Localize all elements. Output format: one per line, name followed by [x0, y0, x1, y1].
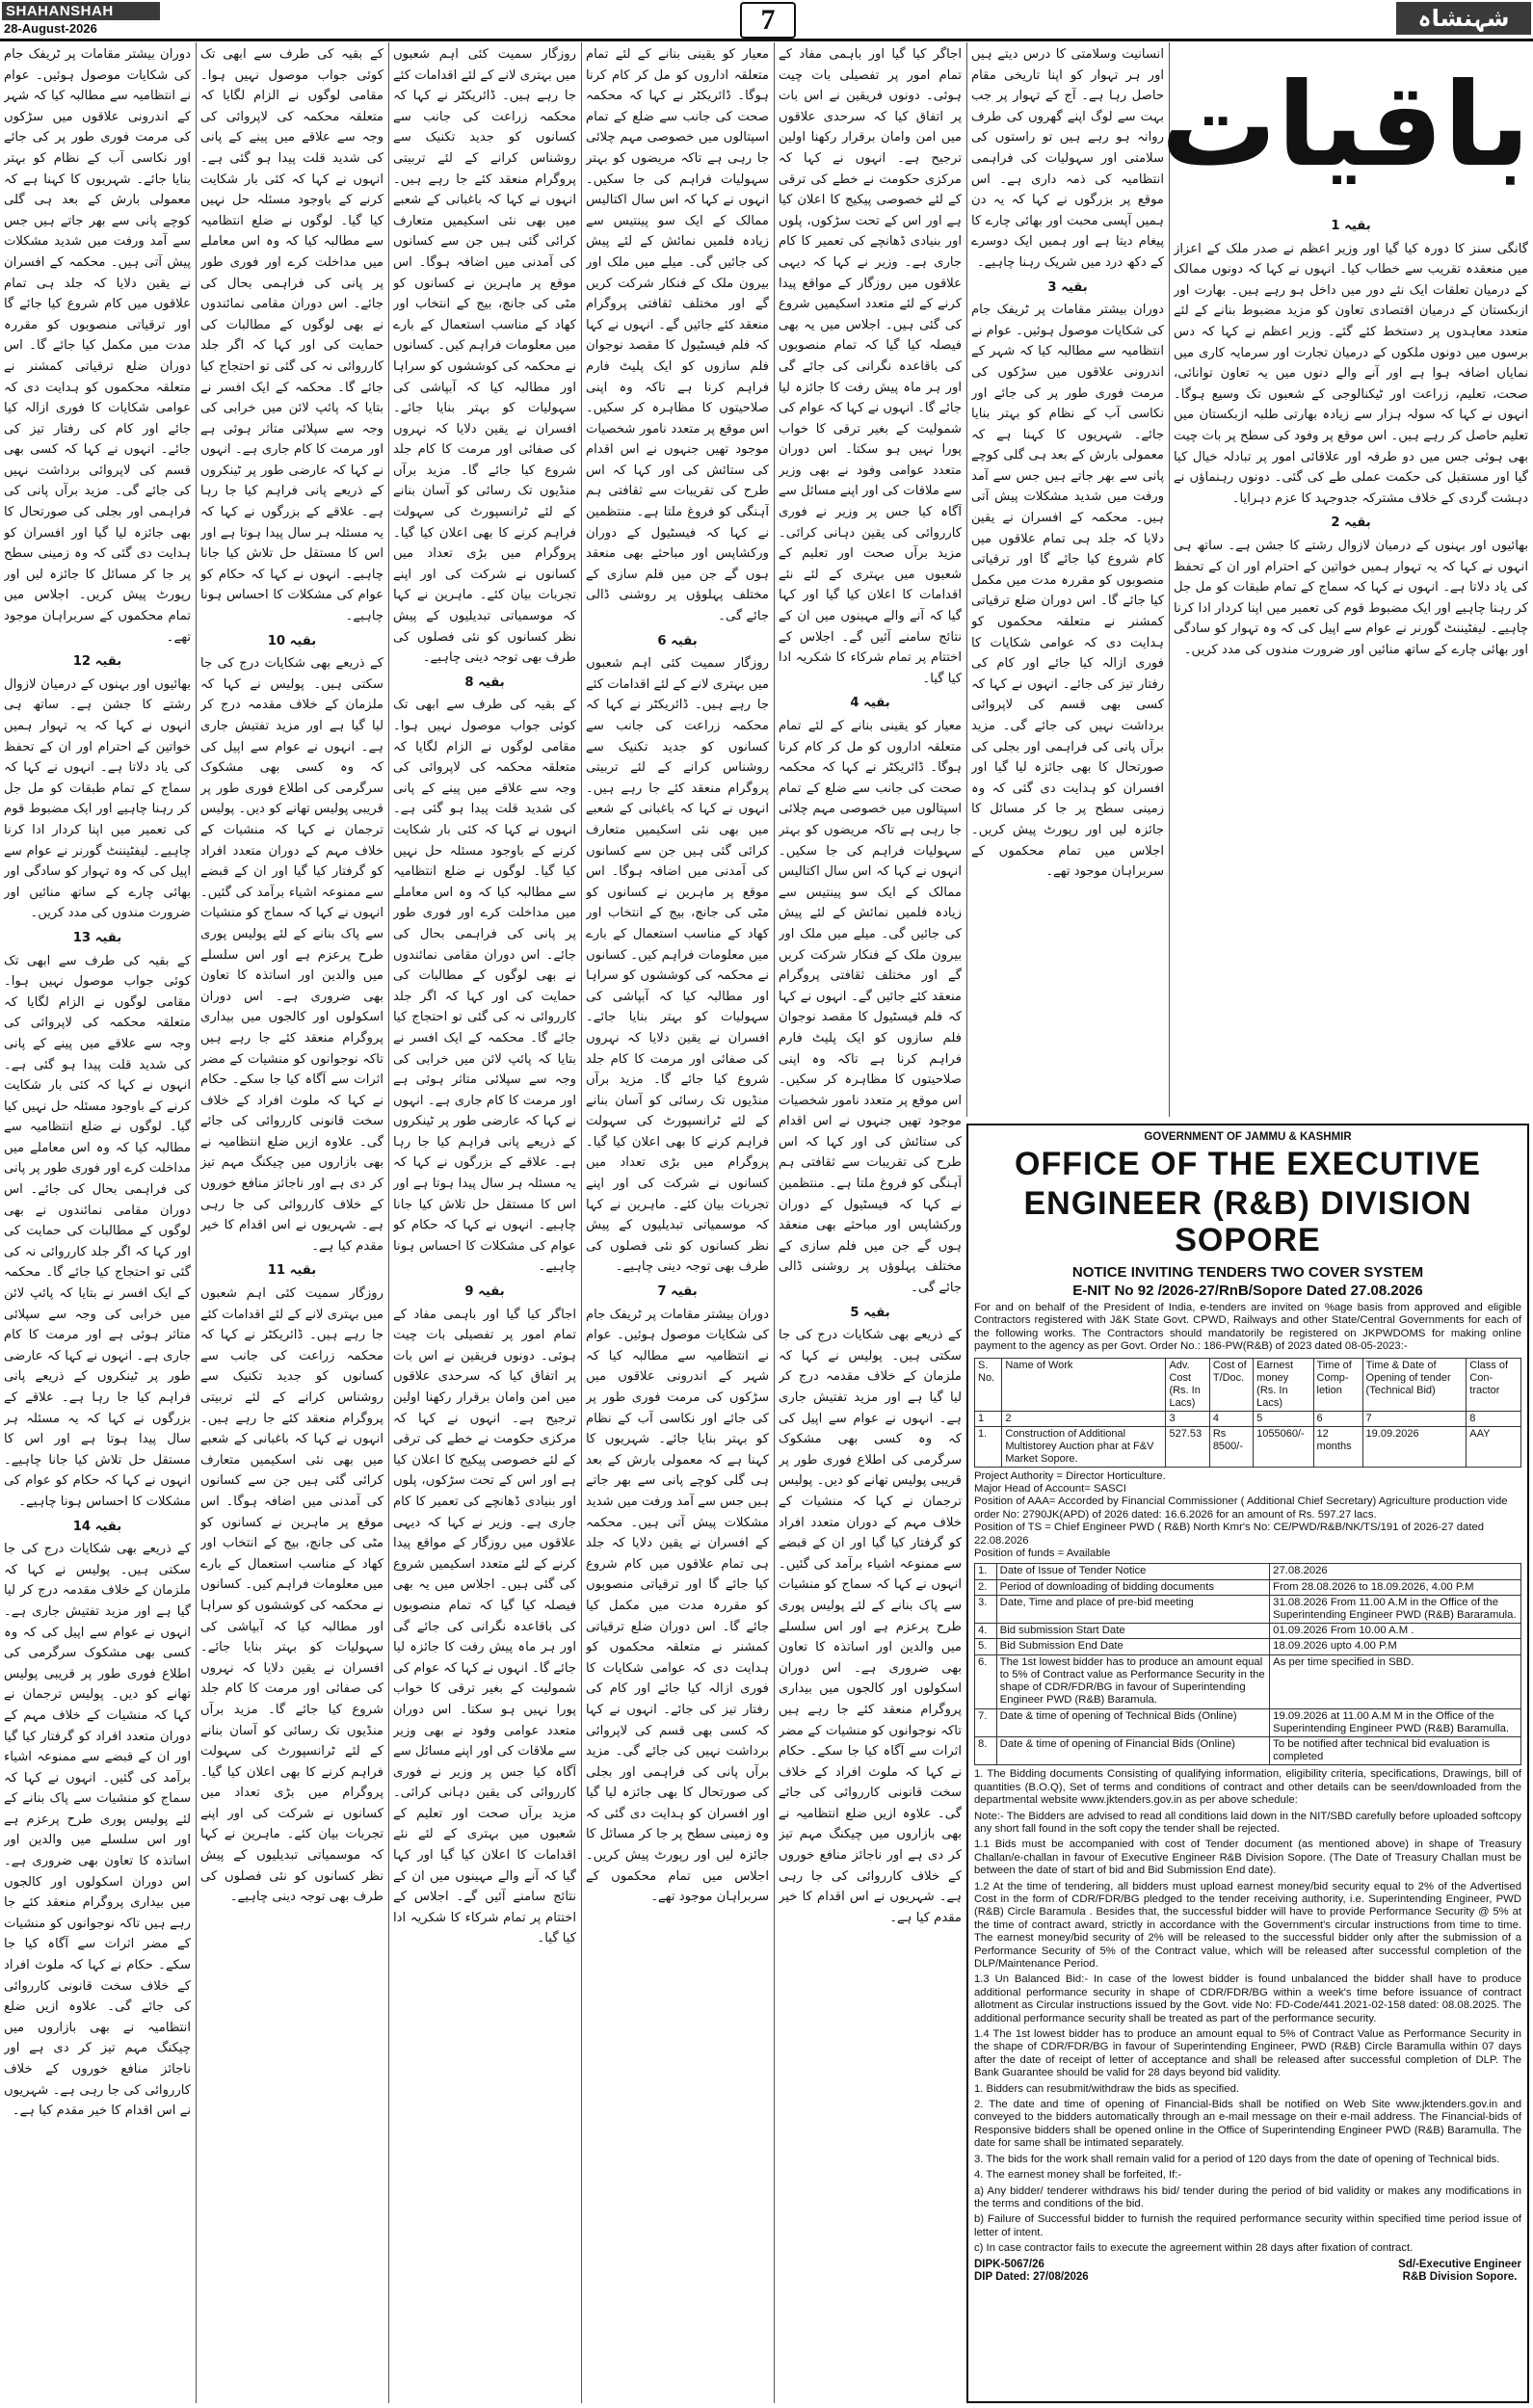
table-cell: 27.08.2026 [1270, 1564, 1521, 1579]
table-row [975, 1564, 1521, 1579]
signatory: Sd/-Executive Engineer [1398, 2258, 1521, 2270]
publication-logo-urdu: شہنشاہ [1396, 2, 1531, 35]
info-line: Position of TS = Chief Engineer PWD ( R&B) North Kmr's No: CE/PWD/R&B/NK/TS/191 of 2026-27 dated 22.08.2026 [974, 1522, 1485, 1547]
table-cell: 19.09.2026 [1362, 1426, 1467, 1467]
notice-enit-number: E-NIT No 92 /2026-27/RnB/Sopore Dated 27.08.2026 [1072, 1283, 1423, 1299]
column-divider [196, 42, 197, 2403]
table-header: Class of Con-tractor [1467, 1358, 1521, 1411]
article-text: دوران بیشتر مقامات پر ٹریفک جام کی شکایات موصول ہوئیں۔ عوام نے انتظامیہ سے مطالبہ کیا کہ شہر کے اندرونی علاقوں میں سڑکوں کی مرمت فوری طور پر کی جائے اور نکاسی آب کے نظام کو بہتر بنایا جائے۔ شہریوں کا کہنا ہے کہ معمولی بارش کے بعد ہی گلی کوچے پانی سے بھر جاتے ہیں جس سے آمد ورفت میں شدید مشکلات پیش آتی ہیں۔ محکمہ کے افسران نے یقین دلایا کہ جلد ہی تمام علاقوں میں کام شروع کیا جائے گا اور ترقیاتی منصوبوں کو مقررہ مدت میں مکمل کیا جائے گا۔ اس دوران ضلع ترقیاتی کمشنر نے متعلقہ محکموں کو ہدایت دی کہ عوامی شکایات کا فوری ازالہ کیا جائے اور کام کی رفتار تیز کی جائے۔ انہوں نے کہا کہ کسی بھی قسم کی لاپروائی برداشت نہیں کی جائے گی۔ مزید برآں پانی کی فراہمی اور بجلی کی صورتحال کا بھی جائزہ لیا گیا اور افسران کو ہدایت دی گئی کہ وہ زمینی سطح پر جا کر مسائل کا جائزہ لیں اور رپورٹ پیش کریں۔ اجلاس میں تمام محکموں کے سربراہان موجود تھے۔ [971, 303, 1164, 880]
article-text: کے ذریعے بھی شکایات درج کی جا سکتی ہیں۔ پولیس نے کہا کہ ملزمان کے خلاف مقدمہ درج کر لیا گیا ہے اور مزید تفتیش جاری ہے۔ انہوں نے عوام سے اپیل کی کہ وہ کسی بھی مشکوک سرگرمی کی اطلاع فوری طور پر قریبی پولیس تھانے کو دیں۔ پولیس ترجمان نے کہا کہ منشیات کے خلاف مہم کے دوران متعدد افراد کو گرفتار کیا گیا اور ان کے قبضے سے ممنوعہ اشیاء برآمد کی گئیں۔ انہوں نے کہا کہ سماج کو منشیات سے پاک بنانے کے لئے پولیس پوری طرح پرعزم ہے اور اس سلسلے میں والدین اور اساتذہ کا تعاون بھی ضروری ہے۔ اس دوران اسکولوں اور کالجوں میں بیداری پروگرام منعقد کئے جا رہے ہیں تاکہ نوجوانوں کو منشیات کے مضر اثرات سے آگاہ کیا جا سکے۔ حکام نے کہا کہ ملوث افراد کے خلاف سخت قانونی کارروائی کی جائے گی۔ علاوہ ازیں ضلع انتظامیہ نے بھی بازاروں میں چیکنگ مہم تیز کر دی ہے اور ناجائز منافع خوروں کے خلاف کارروائی کی جا رہی ہے۔ شہریوں نے اس اقدام کا خیر مقدم کیا ہے۔ [4, 1542, 191, 2119]
table-cell: 12 months [1313, 1426, 1362, 1467]
article-text: دوران بیشتر مقامات پر ٹریفک جام کی شکایات موصول ہوئیں۔ عوام نے انتظامیہ سے مطالبہ کیا کہ شہر کے اندرونی علاقوں میں سڑکوں کی مرمت فوری طور پر کی جائے اور نکاسی آب کے نظام کو بہتر بنایا جائے۔ شہریوں کا کہنا ہے کہ معمولی بارش کے بعد ہی گلی کوچے پانی سے بھر جاتے ہیں جس سے آمد ورفت میں شدید مشکلات پیش آتی ہیں۔ محکمہ کے افسران نے یقین دلایا کہ جلد ہی تمام علاقوں میں کام شروع کیا جائے گا اور ترقیاتی منصوبوں کو مقررہ مدت میں مکمل کیا جائے گا۔ اس دوران ضلع ترقیاتی کمشنر نے متعلقہ محکموں کو ہدایت دی کہ عوامی شکایات کا فوری ازالہ کیا جائے اور کام کی رفتار تیز کی جائے۔ انہوں نے کہا کہ کسی بھی قسم کی لاپروائی برداشت نہیں کی جائے گی۔ مزید برآں پانی کی فراہمی اور بجلی کی صورتحال کا بھی جائزہ لیا گیا اور افسران کو ہدایت دی گئی کہ وہ زمینی سطح پر جا کر مسائل کا جائزہ لیں اور رپورٹ پیش کریں۔ اجلاس میں تمام محکموں کے سربراہان موجود تھے۔ [586, 1307, 769, 1905]
table-cell: Period of downloading of bidding documents [996, 1579, 1270, 1595]
table-number-row [975, 1411, 1521, 1426]
table-cell: 1. [975, 1426, 1002, 1467]
article-text: انسانیت وسلامتی کا درس دیتے ہیں اور ہر تہوار کو اپنا تاریخی مقام حاصل رہا ہے۔ آج کے تہوار پر جب بہت سے لوگ اپنے گھروں کی طرف روانہ ہو رہے ہیں تو راستوں کی سلامتی اور سہولیات کی فراہمی انتظامیہ کی ذمہ داری ہے۔ اس موقع پر بزرگوں نے کہا کہ یہ دن ہمیں آپسی محبت اور بھائی چارے کا پیغام دیتا ہے اور ہمیں ایک دوسرے کے دکھ درد میں شریک رہنا چاہیے۔ [971, 47, 1164, 270]
term-paragraph: 1.2 At the time of tendering, all bidders must upload earnest money/bid security equal to 2% of the Advertised Cost in the form of CDR/FDR/BG pledged to the tender receiving authority, i.e. Superintending Engineer, PWD (R&B) Circle Baramula . Besides that, the successful bidder will have to provide Performance Security @ 5% at the time of contract award, strictly in accordance with the Government's circular instructions from time to time. The earnest money/bid security of 2% will be released to the successful bidder only after the submission of a Performance Security of 5% of the Contract value, which will be released after successful completion of the DLP/Maintenance Period. [974, 1880, 1521, 1970]
table-header: S. No. [975, 1358, 1002, 1411]
article-text: اجاگر کیا گیا اور باہمی مفاد کے تمام امور پر تفصیلی بات چیت ہوئی۔ دونوں فریقین نے اس بات پر اتفاق کیا کہ سرحدی علاقوں میں امن وامان برقرار رکھنا اولین ترجیح ہے۔ انہوں نے کہا کہ مرکزی حکومت نے خطے کی ترقی کے لئے خصوصی پیکیج کا اعلان کیا ہے اور اس کے تحت سڑکوں، پلوں اور بنیادی ڈھانچے کی تعمیر کا کام جاری ہے۔ وزیر نے کہا کہ دیہی علاقوں میں روزگار کے مواقع پیدا کرنے کے لئے متعدد اسکیمیں شروع کی گئی ہیں۔ اجلاس میں یہ بھی فیصلہ کیا گیا کہ تمام منصوبوں کی باقاعدہ نگرانی کی جائے گی اور ہر ماہ پیش رفت کا جائزہ لیا جائے گا۔ انہوں نے کہا کہ عوام کی شمولیت کے بغیر ترقی کا خواب پورا نہیں ہو سکتا۔ اس دوران متعدد عوامی وفود نے بھی وزیر سے ملاقات کی اور اپنے مسائل سے آگاہ کیا جس پر وزیر نے فوری کارروائی کی یقین دہانی کرائی۔ مزید برآں صحت اور تعلیم کے شعبوں میں بہتری کے لئے نئے اقدامات کا اعلان کیا گیا اور کہا گیا کہ آنے والے مہینوں میں ان کے نتائج سامنے آئیں گے۔ اجلاس کے اختتام پر تمام شرکاء کا شکریہ ادا کیا گیا۔ [393, 1307, 576, 1946]
column-7 [4, 44, 191, 2405]
article-text: معیار کو یقینی بنانے کے لئے تمام متعلقہ اداروں کو مل کر کام کرنا ہوگا۔ ڈائریکٹر نے کہا کہ محکمہ صحت کی جانب سے ضلع کے تمام اسپتالوں میں خصوصی مہم چلائی جا رہی ہے تاکہ مریضوں کو بہتر سہولیات فراہم کی جا سکیں۔ انہوں نے کہا کہ اس سال اکتالیس ممالک کے ایک سو پینتیس سے زیادہ فلمیں نمائش کے لئے پیش کی جائیں گی۔ میلے میں ملک اور بیرون ملک کے فنکار شرکت کریں گے اور مختلف ثقافتی پروگرام منعقد کئے جائیں گے۔ انہوں نے کہا کہ فلم فیسٹیول کا مقصد نوجوان فلم سازوں کو ایک پلیٹ فارم فراہم کرنا ہے تاکہ وہ اپنی صلاحیتوں کا مظاہرہ کر سکیں۔ اس موقع پر متعدد نامور شخصیات موجود تھیں جنہوں نے اس اقدام کی ستائش کی اور کہا کہ اس طرح کی تقریبات سے ثقافتی ہم آہنگی کو فروغ ملتا ہے۔ منتظمین نے کہا کہ فیسٹیول کے دوران ورکشاپس اور مباحثے بھی منعقد ہوں گے جن میں فلم سازی کے مختلف پہلوؤں پر روشنی ڈالی جائے گی۔ [779, 719, 962, 1296]
masthead [0, 0, 1533, 41]
table-cell: 1. [975, 1564, 997, 1579]
continuation-heading: بقیہ 5 [850, 1305, 890, 1320]
page-number: 7 [740, 2, 796, 39]
table-cell: Date & time of opening of Technical Bids (Online) [996, 1708, 1270, 1736]
table-cell: Rs 8500/- [1209, 1426, 1253, 1467]
article-text: روزگار سمیت کئی اہم شعبوں میں بہتری لانے کے لئے اقدامات کئے جا رہے ہیں۔ ڈائریکٹر نے کہا کہ محکمہ زراعت کی جانب سے کسانوں کو جدید تکنیک سے روشناس کرانے کے لئے تربیتی پروگرام منعقد کئے جا رہے ہیں۔ انہوں نے کہا کہ باغبانی کے شعبے میں بھی نئی اسکیمیں متعارف کرائی گئی ہیں جن سے کسانوں کی آمدنی میں اضافہ ہوگا۔ اس موقع پر ماہرین نے کسانوں کو مٹی کی جانچ، بیج کے انتخاب اور کھاد کے مناسب استعمال کے بارے میں معلومات فراہم کیں۔ کسانوں نے محکمہ کی کوششوں کو سراہا اور مطالبہ کیا کہ آبپاشی کی سہولیات کو بہتر بنایا جائے۔ افسران نے یقین دلایا کہ نہروں کی صفائی اور مرمت کا کام جلد شروع کیا جائے گا۔ مزید برآں منڈیوں تک رسائی کو آسان بنانے کے لئے ٹرانسپورٹ کی سہولت فراہم کرنے کا بھی اعلان کیا گیا۔ پروگرام میں بڑی تعداد میں کسانوں نے شرکت کی اور اپنے تجربات بیان کئے۔ ماہرین نے کہا کہ موسمیاتی تبدیلیوں کے پیش نظر کسانوں کو نئی فصلوں کی طرف بھی توجہ دینی چاہیے۔ [200, 1286, 383, 1905]
table-cell: 2. [975, 1579, 997, 1595]
table-row [975, 1426, 1521, 1467]
column-5 [393, 44, 576, 2405]
continuation-heading: بقیہ 1 [1331, 219, 1371, 233]
term-paragraph: 1.4 The 1st lowest bidder has to produce an amount equal to 5% of Contract Value as Performance Security in the shape of CDR/FDR/BG in favour of Superintending Engineer, PWD (R&B) Circle Baramulla within 07 days after the date of receipt of letter of acceptance and shall be released after successful completion of DLP. The Bank Guarantee should be valid for 28 days beyond bid validity. [974, 2028, 1521, 2079]
article-text: دوران بیشتر مقامات پر ٹریفک جام کی شکایات موصول ہوئیں۔ عوام نے انتظامیہ سے مطالبہ کیا کہ شہر کے اندرونی علاقوں میں سڑکوں کی مرمت فوری طور پر کی جائے اور نکاسی آب کے نظام کو بہتر بنایا جائے۔ شہریوں کا کہنا ہے کہ معمولی بارش کے بعد ہی گلی کوچے پانی سے بھر جاتے ہیں جس سے آمد ورفت میں شدید مشکلات پیش آتی ہیں۔ محکمہ کے افسران نے یقین دلایا کہ جلد ہی تمام علاقوں میں کام شروع کیا جائے گا اور ترقیاتی منصوبوں کو مقررہ مدت میں مکمل کیا جائے گا۔ اس دوران ضلع ترقیاتی کمشنر نے متعلقہ محکموں کو ہدایت دی کہ عوامی شکایات کا فوری ازالہ کیا جائے اور کام کی رفتار تیز کی جائے۔ انہوں نے کہا کہ کسی بھی قسم کی لاپروائی برداشت نہیں کی جائے گی۔ مزید برآں پانی کی فراہمی اور بجلی کی صورتحال کا بھی جائزہ لیا گیا اور افسران کو ہدایت دی گئی کہ وہ زمینی سطح پر جا کر مسائل کا جائزہ لیں اور رپورٹ پیش کریں۔ اجلاس میں تمام محکموں کے سربراہان موجود تھے۔ [4, 47, 191, 645]
continuation-heading: بقیہ 4 [850, 696, 890, 711]
continuation-heading: بقیہ 8 [464, 675, 505, 690]
term-paragraph: a) Any bidder/ tenderer withdraws his bid/ tender during the period of bid validity or makes any modifications in the terms and conditions of the bid. [974, 2184, 1521, 2210]
table-cell: 5. [975, 1639, 997, 1654]
table-header: Earnest money (Rs. In Lacs) [1254, 1358, 1313, 1411]
column-divider [774, 42, 775, 2403]
table-cell: AAY [1467, 1426, 1521, 1467]
section-heading: باقیات [1160, 59, 1530, 193]
term-paragraph: 1.3 Un Balanced Bid:- In case of the lowest bidder is found unbalanced the bidder shall have to produce additional performance security in shape of CDR/FDR/BG within a week's time before issuance of contract allotment as Circular instructions issued by the Govt. vide No: FD-Code/441.2021-02-158 dated: 08.08.2025. The additional performance security shall be treated as part of the performance security. [974, 1973, 1521, 2024]
table-cell: 3. [975, 1595, 997, 1623]
column-divider [388, 42, 389, 2403]
table-cell: Date of Issue of Tender Notice [996, 1564, 1270, 1579]
term-paragraph: 1. The Bidding documents Consisting of qualifying information, eligibility criteria, specifications, Drawings, bill of quantities (B.O.Q), Set of terms and conditions of contract and other details can be seen/downloaded from the departmental website www.jktenders.gov.in as per above schedule: [974, 1768, 1521, 1807]
article-text: بھائیوں اور بہنوں کے درمیان لازوال رشتے کا جشن ہے۔ ساتھ ہی انہوں نے کہا کہ یہ تہوار ہمیں خواتین کے احترام اور ان کے تحفظ کی یاد دلاتا ہے۔ انہوں نے کہا کہ سماج کے تمام طبقات کو مل جل کر رہنا چاہیے اور ایک مضبوط قوم کی تعمیر میں اپنا کردار ادا کرنا چاہیے۔ لیفٹیننٹ گورنر نے عوام سے اپیل کی کہ وہ تہوار کو سادگی اور بھائی چارے کے ساتھ منائیں اور ضرورت مندوں کی مدد کریں۔ [4, 676, 191, 921]
article-text: روزگار سمیت کئی اہم شعبوں میں بہتری لانے کے لئے اقدامات کئے جا رہے ہیں۔ ڈائریکٹر نے کہا کہ محکمہ زراعت کی جانب سے کسانوں کو جدید تکنیک سے روشناس کرانے کے لئے تربیتی پروگرام منعقد کئے جا رہے ہیں۔ انہوں نے کہا کہ باغبانی کے شعبے میں بھی نئی اسکیمیں متعارف کرائی گئی ہیں جن سے کسانوں کی آمدنی میں اضافہ ہوگا۔ اس موقع پر ماہرین نے کسانوں کو مٹی کی جانچ، بیج کے انتخاب اور کھاد کے مناسب استعمال کے بارے میں معلومات فراہم کیں۔ کسانوں نے محکمہ کی کوششوں کو سراہا اور مطالبہ کیا کہ آبپاشی کی سہولیات کو بہتر بنایا جائے۔ افسران نے یقین دلایا کہ نہروں کی صفائی اور مرمت کا کام جلد شروع کیا جائے گا۔ مزید برآں منڈیوں تک رسائی کو آسان بنانے کے لئے ٹرانسپورٹ کی سہولت فراہم کرنے کا بھی اعلان کیا گیا۔ پروگرام میں بڑی تعداد میں کسانوں نے شرکت کی اور اپنے تجربات بیان کئے۔ ماہرین نے کہا کہ موسمیاتی تبدیلیوں کے پیش نظر کسانوں کو نئی فصلوں کی طرف بھی توجہ دینی چاہیے۔ [586, 656, 769, 1275]
table-cell: To be notified after technical bid evaluation is completed [1270, 1736, 1521, 1764]
continuation-heading: بقیہ 12 [72, 654, 122, 670]
table-cell: Date & time of opening of Financial Bids (Online) [996, 1736, 1270, 1764]
info-line: Position of AAA= Accorded by Financial Commissioner ( Additional Chief Secretary) Agriculture production vide order No: 2790JK(APD) of 2026 dated: 16.6.2026 for an amount of Rs. 597.27 lacs. [974, 1495, 1508, 1521]
article-text: اجاگر کیا گیا اور باہمی مفاد کے تمام امور پر تفصیلی بات چیت ہوئی۔ دونوں فریقین نے اس بات پر اتفاق کیا کہ سرحدی علاقوں میں امن وامان برقرار رکھنا اولین ترجیح ہے۔ انہوں نے کہا کہ مرکزی حکومت نے خطے کی ترقی کے لئے خصوصی پیکیج کا اعلان کیا ہے اور اس کے تحت سڑکوں، پلوں اور بنیادی ڈھانچے کی تعمیر کا کام جاری ہے۔ وزیر نے کہا کہ دیہی علاقوں میں روزگار کے مواقع پیدا کرنے کے لئے متعدد اسکیمیں شروع کی گئی ہیں۔ اجلاس میں یہ بھی فیصلہ کیا گیا کہ تمام منصوبوں کی باقاعدہ نگرانی کی جائے گی اور ہر ماہ پیش رفت کا جائزہ لیا جائے گا۔ انہوں نے کہا کہ عوام کی شمولیت کے بغیر ترقی کا خواب پورا نہیں ہو سکتا۔ اس دوران متعدد عوامی وفود نے بھی وزیر سے ملاقات کی اور اپنے مسائل سے آگاہ کیا جس پر وزیر نے فوری کارروائی کی یقین دہانی کرائی۔ مزید برآں صحت اور تعلیم کے شعبوں میں بہتری کے لئے نئے اقدامات کا اعلان کیا گیا اور کہا گیا کہ آنے والے مہینوں میں ان کے نتائج سامنے آئیں گے۔ اجلاس کے اختتام پر تمام شرکاء کا شکریہ ادا کیا گیا۔ [779, 47, 962, 686]
term-paragraph: 1.1 Bids must be accompanied with cost of Tender document (as mentioned above) in shape of Treasury Challan/e-challan in favour of Executive Engineer R&B Division Sopore. (The Date of Treasury Challan must be between the date of start of bid and Bid Submission End date). [974, 1839, 1521, 1877]
article-text: معیار کو یقینی بنانے کے لئے تمام متعلقہ اداروں کو مل کر کام کرنا ہوگا۔ ڈائریکٹر نے کہا کہ محکمہ صحت کی جانب سے ضلع کے تمام اسپتالوں میں خصوصی مہم چلائی جا رہی ہے تاکہ مریضوں کو بہتر سہولیات فراہم کی جا سکیں۔ انہوں نے کہا کہ اس سال اکتالیس ممالک کے ایک سو پینتیس سے زیادہ فلمیں نمائش کے لئے پیش کی جائیں گی۔ میلے میں ملک اور بیرون ملک کے فنکار شرکت کریں گے اور مختلف ثقافتی پروگرام منعقد کئے جائیں گے۔ انہوں نے کہا کہ فلم فیسٹیول کا مقصد نوجوان فلم سازوں کو ایک پلیٹ فارم فراہم کرنا ہے تاکہ وہ اپنی صلاحیتوں کا مظاہرہ کر سکیں۔ اس موقع پر متعدد نامور شخصیات موجود تھیں جنہوں نے اس اقدام کی ستائش کی اور کہا کہ اس طرح کی تقریبات سے ثقافتی ہم آہنگی کو فروغ ملتا ہے۔ منتظمین نے کہا کہ فیسٹیول کے دوران ورکشاپس اور مباحثے بھی منعقد ہوں گے جن میں فلم سازی کے مختلف پہلوؤں پر روشنی ڈالی جائے گی۔ [586, 47, 769, 624]
table-cell: Date, Time and place of pre-bid meeting [996, 1595, 1270, 1623]
continuation-heading: بقیہ 7 [657, 1284, 698, 1300]
table-cell: 7. [975, 1708, 997, 1736]
tender-notice [966, 1124, 1529, 2403]
column-1 [1174, 212, 1528, 1118]
column-6 [200, 44, 383, 2405]
table-cell: 31.08.2026 From 11.00 A.M in the Office of the Superintending Engineer PWD (R&B) Bararamula. [1270, 1595, 1521, 1623]
table-cell: Construction of Additional Multistorey Auction phar at F&V Market Sopore. [1002, 1426, 1166, 1467]
term-paragraph: 2. The date and time of opening of Financial-Bids shall be notified on Web Site www.jktenders.gov.in and conveyed to the bidders automatically through an e-mail message on their e-mail address. The Financial-bids of Responsive bidders shall be opened online in the Office of Superintending Engineer PWD (R&B) Baramulla. The date for same shall be intimated separately. [974, 2099, 1521, 2150]
column-2 [971, 44, 1164, 1118]
dipk-number: DIPK-5067/26 [974, 2258, 1044, 2270]
table-cell: 4. [975, 1624, 997, 1639]
table-cell: Bid Submission End Date [996, 1639, 1270, 1654]
notice-title-line1: OFFICE OF THE EXECUTIVE [1015, 1146, 1481, 1182]
continuation-heading: بقیہ 11 [267, 1263, 317, 1279]
article-text: کے بقیہ کی طرف سے ابھی تک کوئی جواب موصول نہیں ہوا۔ مقامی لوگوں نے الزام لگایا کہ متعلقہ محکمہ کی لاپروائی کی وجہ سے علاقے میں پینے کے پانی کی شدید قلت پیدا ہو گئی ہے۔ انہوں نے کہا کہ کئی بار شکایت کرنے کے باوجود مسئلہ حل نہیں کیا گیا۔ لوگوں نے ضلع انتظامیہ سے مطالبہ کیا کہ وہ اس معاملے میں مداخلت کرے اور فوری طور پر پانی کی فراہمی بحال کی جائے۔ اس دوران مقامی نمائندوں نے بھی لوگوں کے مطالبات کی حمایت کی اور کہا کہ اگر جلد کارروائی نہ کی گئی تو احتجاج کیا جائے گا۔ محکمہ کے ایک افسر نے بتایا کہ پائپ لائن میں خرابی کی وجہ سے سپلائی متاثر ہوئی ہے اور مرمت کا کام جاری ہے۔ انہوں نے کہا کہ عارضی طور پر ٹینکروں کے ذریعے پانی فراہم کیا جا رہا ہے۔ علاقے کے بزرگوں نے کہا کہ یہ مسئلہ ہر سال پیدا ہوتا ہے اور اس کا مستقل حل تلاش کیا جانا چاہیے۔ انہوں نے کہا کہ حکام کو عوام کی مشکلات کا احساس ہونا چاہیے۔ [393, 698, 576, 1275]
column-divider [966, 42, 967, 1117]
table-row [975, 1595, 1521, 1623]
notice-title-line2: ENGINEER (R&B) DIVISION SOPORE [1023, 1185, 1472, 1258]
term-paragraph: 1. Bidders can resubmit/withdraw the bids as specified. [974, 2082, 1240, 2095]
notice-intro: For and on behalf of the President of India, e-tenders are invited on %age basis from approved and eligible Contractors registered with J&K State Govt. CPWD, Railways and other State/Central Governments for each of the following works. The Contractors should mandatorily be registered on JKPWDOMS for making online payment to the agency as per Govt. Order No.: 186-PW(R&B) of 2023 dated 08-05-2023:- [974, 1302, 1521, 1353]
notice-government: GOVERNMENT OF JAMMU & KASHMIR [1144, 1131, 1352, 1143]
table-cell: 7 [1362, 1411, 1467, 1426]
table-row [975, 1624, 1521, 1639]
table-cell: 2 [1002, 1411, 1166, 1426]
article-text: کے ذریعے بھی شکایات درج کی جا سکتی ہیں۔ پولیس نے کہا کہ ملزمان کے خلاف مقدمہ درج کر لیا گیا ہے اور مزید تفتیش جاری ہے۔ انہوں نے عوام سے اپیل کی کہ وہ کسی بھی مشکوک سرگرمی کی اطلاع فوری طور پر قریبی پولیس تھانے کو دیں۔ پولیس ترجمان نے کہا کہ منشیات کے خلاف مہم کے دوران متعدد افراد کو گرفتار کیا گیا اور ان کے قبضے سے ممنوعہ اشیاء برآمد کی گئیں۔ انہوں نے کہا کہ سماج کو منشیات سے پاک بنانے کے لئے پولیس پوری طرح پرعزم ہے اور اس سلسلے میں والدین اور اساتذہ کا تعاون بھی ضروری ہے۔ اس دوران اسکولوں اور کالجوں میں بیداری پروگرام منعقد کئے جا رہے ہیں تاکہ نوجوانوں کو منشیات کے مضر اثرات سے آگاہ کیا جا سکے۔ حکام نے کہا کہ ملوث افراد کے خلاف سخت قانونی کارروائی کی جائے گی۔ علاوہ ازیں ضلع انتظامیہ نے بھی بازاروں میں چیکنگ مہم تیز کر دی ہے اور ناجائز منافع خوروں کے خلاف کارروائی کی جا رہی ہے۔ شہریوں نے اس اقدام کا خیر مقدم کیا ہے۔ [779, 1328, 962, 1925]
table-row [975, 1639, 1521, 1654]
table-row [975, 1654, 1521, 1708]
continuation-heading: بقیہ 9 [464, 1284, 505, 1300]
article-text: بھائیوں اور بہنوں کے درمیان لازوال رشتے کا جشن ہے۔ ساتھ ہی انہوں نے کہا کہ یہ تہوار ہمیں خواتین کے احترام اور ان کے تحفظ کی یاد دلاتا ہے۔ انہوں نے کہا کہ سماج کے تمام طبقات کو مل جل کر رہنا چاہیے اور ایک مضبوط قوم کی تعمیر میں اپنا کردار ادا کرنا چاہیے۔ لیفٹیننٹ گورنر نے عوام سے اپیل کی کہ وہ تہوار کو سادگی اور بھائی چارے کے ساتھ منائیں اور ضرورت مندوں کی مدد کریں۔ [1174, 538, 1528, 657]
info-line: Project Authority = Director Horticulture. [974, 1469, 1166, 1482]
table-row [975, 1736, 1521, 1764]
table-row [975, 1708, 1521, 1736]
table-cell: 18.09.2026 upto 4.00 P.M [1270, 1639, 1521, 1654]
info-line: Major Head of Account= SASCI [974, 1483, 1126, 1495]
article-text: کے بقیہ کی طرف سے ابھی تک کوئی جواب موصول نہیں ہوا۔ مقامی لوگوں نے الزام لگایا کہ متعلقہ محکمہ کی لاپروائی کی وجہ سے علاقے میں پینے کے پانی کی شدید قلت پیدا ہو گئی ہے۔ انہوں نے کہا کہ کئی بار شکایت کرنے کے باوجود مسئلہ حل نہیں کیا گیا۔ لوگوں نے ضلع انتظامیہ سے مطالبہ کیا کہ وہ اس معاملے میں مداخلت کرے اور فوری طور پر پانی کی فراہمی بحال کی جائے۔ اس دوران مقامی نمائندوں نے بھی لوگوں کے مطالبات کی حمایت کی اور کہا کہ اگر جلد کارروائی نہ کی گئی تو احتجاج کیا جائے گا۔ محکمہ کے ایک افسر نے بتایا کہ پائپ لائن میں خرابی کی وجہ سے سپلائی متاثر ہوئی ہے اور مرمت کا کام جاری ہے۔ انہوں نے کہا کہ عارضی طور پر ٹینکروں کے ذریعے پانی فراہم کیا جا رہا ہے۔ علاقے کے بزرگوں نے کہا کہ یہ مسئلہ ہر سال پیدا ہوتا ہے اور اس کا مستقل حل تلاش کیا جانا چاہیے۔ انہوں نے کہا کہ حکام کو عوام کی مشکلات کا احساس ہونا چاہیے۔ [200, 47, 383, 624]
table-cell: 19.09.2026 at 11.00 A.M M in the Office of the Superintending Engineer PWD (R&B) Baramulla. [1270, 1708, 1521, 1736]
table-cell: 6. [975, 1654, 997, 1708]
table-header-row [975, 1358, 1521, 1411]
publication-date: 28-August-2026 [4, 21, 97, 36]
table-row [975, 1579, 1521, 1595]
table-cell: The 1st lowest bidder has to produce an amount equal to 5% of Contract value as Performance Security in the shape of CDR/FDR/BG in favour of Superintending Engineer PWD (R&B) Baramula. [996, 1654, 1270, 1708]
table-header: Time & Date of Opening of tender (Technical Bid) [1362, 1358, 1467, 1411]
article-text: کے بقیہ کی طرف سے ابھی تک کوئی جواب موصول نہیں ہوا۔ مقامی لوگوں نے الزام لگایا کہ متعلقہ محکمہ کی لاپروائی کی وجہ سے علاقے میں پینے کے پانی کی شدید قلت پیدا ہو گئی ہے۔ انہوں نے کہا کہ کئی بار شکایت کرنے کے باوجود مسئلہ حل نہیں کیا گیا۔ لوگوں نے ضلع انتظامیہ سے مطالبہ کیا کہ وہ اس معاملے میں مداخلت کرے اور فوری طور پر پانی کی فراہمی بحال کی جائے۔ اس دوران مقامی نمائندوں نے بھی لوگوں کے مطالبات کی حمایت کی اور کہا کہ اگر جلد کارروائی نہ کی گئی تو احتجاج کیا جائے گا۔ محکمہ کے ایک افسر نے بتایا کہ پائپ لائن میں خرابی کی وجہ سے سپلائی متاثر ہوئی ہے اور مرمت کا کام جاری ہے۔ انہوں نے کہا کہ عارضی طور پر ٹینکروں کے ذریعے پانی فراہم کیا جا رہا ہے۔ علاقے کے بزرگوں نے کہا کہ یہ مسئلہ ہر سال پیدا ہوتا ہے اور اس کا مستقل حل تلاش کیا جانا چاہیے۔ انہوں نے کہا کہ حکام کو عوام کی مشکلات کا احساس ہونا چاہیے۔ [4, 953, 191, 1509]
table-cell: 8. [975, 1736, 997, 1764]
table-cell: 5 [1254, 1411, 1313, 1426]
continuation-heading: بقیہ 14 [72, 1519, 122, 1534]
continuation-heading: بقیہ 13 [72, 930, 122, 945]
notice-subtitle: NOTICE INVITING TENDERS TWO COVER SYSTEM [1071, 1264, 1424, 1281]
article-text: گانگی سنز کا دورہ کیا گیا اور وزیر اعظم نے صدر ملک کے اعزاز میں منعقدہ تقریب سے خطاب کیا۔ انہوں نے کہا کہ دونوں ممالک کے درمیان تعلقات ایک نئے دور میں داخل ہو رہے ہیں۔ بھارت اور ازبکستان کے درمیان اقتصادی تعاون کو مزید مضبوط بنانے کے لئے متعدد معاہدوں پر دستخط کئے گئے۔ وزیر اعظم نے کہا کہ دس برسوں میں دونوں ملکوں کے درمیان تجارت اور سرمایہ کاری میں نمایاں اضافہ ہوا ہے اور آنے والے دنوں میں یہ تعاون توانائی، صحت، تعلیم، زراعت اور ٹیکنالوجی کے شعبوں تک وسیع ہوگا۔ انہوں نے کہا کہ سولہ ہزار سے زیادہ بھارتی طلبہ ازبکستان میں تعلیم حاصل کر رہے ہیں۔ اس موقع پر وفود کی سطح پر بات چیت بھی ہوئی جس میں دو طرفہ اور علاقائی امور پر تبادلہ خیال کیا گیا اور مستقبل کی حکمت عملی طے کی گئی۔ دونوں رہنماؤں نے دہشت گردی کے خلاف مشترکہ جدوجہد کا عزم دہرایا۔ [1174, 241, 1528, 506]
publication-name: SHAHANSHAH [2, 2, 160, 20]
table-header: Cost of T/Doc. [1209, 1358, 1253, 1411]
continuation-heading: بقیہ 2 [1331, 516, 1371, 531]
term-paragraph: c) In case contractor fails to execute the agreement within 28 days after fixation of contract. [974, 2242, 1414, 2255]
table-cell: 1 [975, 1411, 1002, 1426]
column-3 [779, 44, 962, 2405]
dip-date: DIP Dated: 27/08/2026 [974, 2271, 1089, 2284]
term-paragraph: Note:- The Bidders are advised to read all conditions laid down in the NIT/SBD carefully before uploaded softcopy any short fall found in the soft copy the tender shall be rejected. [974, 1810, 1521, 1835]
table-cell: Bid submission Start Date [996, 1624, 1270, 1639]
term-paragraph: 3. The bids for the work shall remain valid for a period of 120 days from the date of opening of Technical bids. [974, 2153, 1500, 2165]
table-cell: 4 [1209, 1411, 1253, 1426]
info-line: Position of funds = Available [974, 1548, 1111, 1560]
continuation-heading: بقیہ 10 [267, 633, 317, 648]
continuation-heading: بقیہ 3 [1047, 279, 1088, 295]
column-divider [581, 42, 582, 2403]
works-table [974, 1358, 1521, 1468]
table-cell: 1055060/- [1254, 1426, 1313, 1467]
table-cell: 3 [1166, 1411, 1209, 1426]
project-info [974, 1470, 1521, 1561]
table-cell: 527.53 [1166, 1426, 1209, 1467]
article-text: کے ذریعے بھی شکایات درج کی جا سکتی ہیں۔ پولیس نے کہا کہ ملزمان کے خلاف مقدمہ درج کر لیا گیا ہے اور مزید تفتیش جاری ہے۔ انہوں نے عوام سے اپیل کی کہ وہ کسی بھی مشکوک سرگرمی کی اطلاع فوری طور پر قریبی پولیس تھانے کو دیں۔ پولیس ترجمان نے کہا کہ منشیات کے خلاف مہم کے دوران متعدد افراد کو گرفتار کیا گیا اور ان کے قبضے سے ممنوعہ اشیاء برآمد کی گئیں۔ انہوں نے کہا کہ سماج کو منشیات سے پاک بنانے کے لئے پولیس پوری طرح پرعزم ہے اور اس سلسلے میں والدین اور اساتذہ کا تعاون بھی ضروری ہے۔ اس دوران اسکولوں اور کالجوں میں بیداری پروگرام منعقد کئے جا رہے ہیں تاکہ نوجوانوں کو منشیات کے مضر اثرات سے آگاہ کیا جا سکے۔ حکام نے کہا کہ ملوث افراد کے خلاف سخت قانونی کارروائی کی جائے گی۔ علاوہ ازیں ضلع انتظامیہ نے بھی بازاروں میں چیکنگ مہم تیز کر دی ہے اور ناجائز منافع خوروں کے خلاف کارروائی کی جا رہی ہے۔ شہریوں نے اس اقدام کا خیر مقدم کیا ہے۔ [200, 656, 383, 1254]
term-paragraph: 4. The earnest money shall be forfeited, If:- [974, 2169, 1182, 2182]
table-header: Adv. Cost (Rs. In Lacs) [1166, 1358, 1209, 1411]
article-text: روزگار سمیت کئی اہم شعبوں میں بہتری لانے کے لئے اقدامات کئے جا رہے ہیں۔ ڈائریکٹر نے کہا کہ محکمہ زراعت کی جانب سے کسانوں کو جدید تکنیک سے روشناس کرانے کے لئے تربیتی پروگرام منعقد کئے جا رہے ہیں۔ انہوں نے کہا کہ باغبانی کے شعبے میں بھی نئی اسکیمیں متعارف کرائی گئی ہیں جن سے کسانوں کی آمدنی میں اضافہ ہوگا۔ اس موقع پر ماہرین نے کسانوں کو مٹی کی جانچ، بیج کے انتخاب اور کھاد کے مناسب استعمال کے بارے میں معلومات فراہم کیں۔ کسانوں نے محکمہ کی کوششوں کو سراہا اور مطالبہ کیا کہ آبپاشی کی سہولیات کو بہتر بنایا جائے۔ افسران نے یقین دلایا کہ نہروں کی صفائی اور مرمت کا کام جلد شروع کیا جائے گا۔ مزید برآں منڈیوں تک رسائی کو آسان بنانے کے لئے ٹرانسپورٹ کی سہولت فراہم کرنے کا بھی اعلان کیا گیا۔ پروگرام میں بڑی تعداد میں کسانوں نے شرکت کی اور اپنے تجربات بیان کئے۔ ماہرین نے کہا کہ موسمیاتی تبدیلیوں کے پیش نظر کسانوں کو نئی فصلوں کی طرف بھی توجہ دینی چاہیے۔ [393, 47, 576, 666]
table-cell: 01.09.2026 From 10.00 A.M . [1270, 1624, 1521, 1639]
schedule-table [974, 1563, 1521, 1765]
table-header: Name of Work [1002, 1358, 1166, 1411]
term-paragraph: b) Failure of Successful bidder to furnish the required performance security within specified time period issue of letter of intent. [974, 2213, 1521, 2238]
signatory-office: R&B Division Sopore. [1402, 2271, 1518, 2284]
continuation-heading: بقیہ 6 [657, 633, 698, 648]
notice-footer [974, 2259, 1521, 2285]
table-header: Time of Comp-letion [1313, 1358, 1362, 1411]
table-cell: 6 [1313, 1411, 1362, 1426]
table-cell: From 28.08.2026 to 18.09.2026, 4.00 P.M [1270, 1579, 1521, 1595]
table-cell: As per time specified in SBD. [1270, 1654, 1521, 1708]
column-4 [586, 44, 769, 2405]
table-cell: 8 [1467, 1411, 1521, 1426]
